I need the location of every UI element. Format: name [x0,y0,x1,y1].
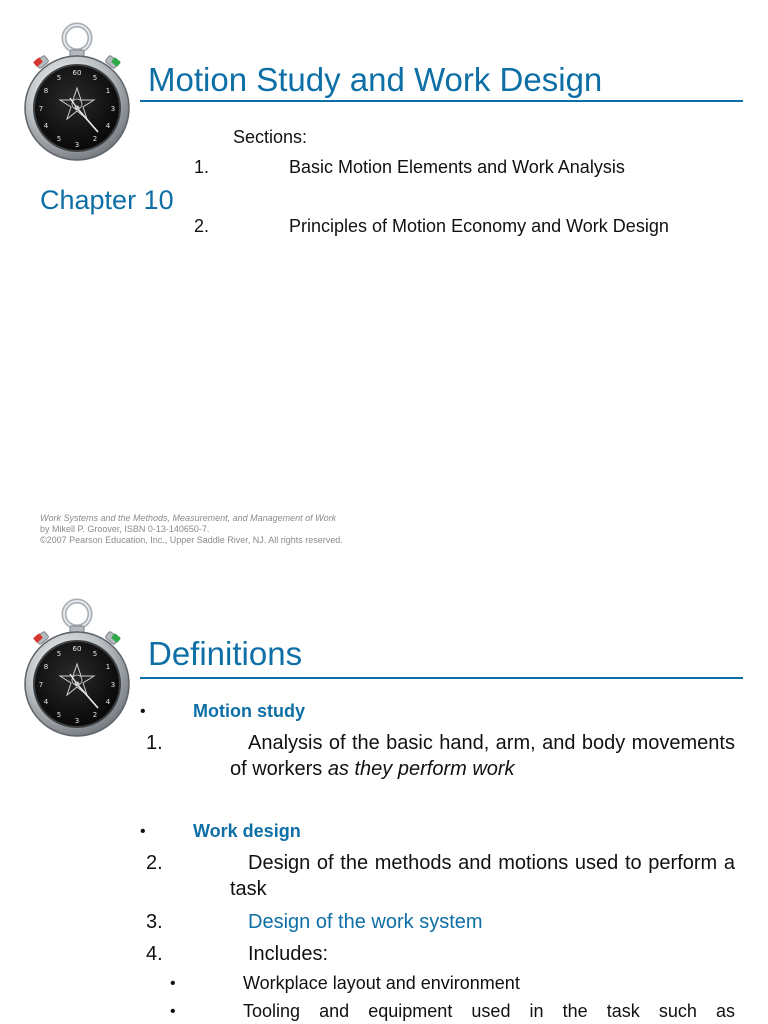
book-title: Work Systems and the Methods, Measurement, and Management of Work [40,513,337,523]
sections-heading: Sections: [233,127,308,147]
item-number: 3. [146,911,163,933]
svg-text:3: 3 [74,141,80,149]
svg-text:4: 4 [43,698,49,706]
svg-text:2: 2 [92,711,98,719]
chapter-label: Chapter 10 [40,185,174,215]
sub-item: Workplace layout and environment [243,973,520,993]
section-number: 1. [194,157,210,177]
book-author: by Mikell P. Groover, ISBN 0-13-140650-7. [40,524,210,534]
bullet-marker: • [140,703,146,720]
includes-label: Includes: [248,943,329,965]
bullet-marker: • [140,823,146,840]
section-item: Basic Motion Elements and Work Analysis [289,157,625,177]
stopwatch-icon [18,20,136,162]
definition-motion-study [230,730,735,782]
title-underline [140,100,743,102]
svg-text:7: 7 [38,105,44,113]
work-system-item: Design of the work system [248,911,483,933]
stopwatch-icon [18,596,136,738]
section-item: Principles of Motion Economy and Work Design [289,216,669,236]
svg-text:5: 5 [56,711,62,719]
svg-text:4: 4 [105,698,111,706]
svg-text:7: 7 [38,681,44,689]
svg-text:4: 4 [43,122,49,130]
svg-text:60: 60 [72,645,82,653]
definition-work-design: Design of the methods and motions used to perform a task [230,852,735,900]
svg-text:5: 5 [92,650,98,658]
svg-text:1: 1 [105,87,111,95]
svg-text:8: 8 [43,87,49,95]
book-credit [40,513,343,546]
term-motion-study: Motion study [193,701,305,721]
copyright-notice: ©2007 Pearson Education, Inc., Upper Saddle River, NJ. All rights reserved. [40,535,343,545]
title-underline [140,677,743,679]
svg-text:4: 4 [105,122,111,130]
svg-text:3: 3 [110,105,116,113]
slide-title-text: Definitions [148,635,303,672]
svg-text:8: 8 [43,663,49,671]
sub-bullet-marker: • [170,1003,176,1020]
section-number: 2. [194,216,210,236]
svg-text:5: 5 [56,135,62,143]
svg-text:1: 1 [105,663,111,671]
slide-title-text: Motion Study and Work Design [148,61,603,98]
definition-text: Analysis of the basic hand, arm, and body movements of workers [230,732,735,780]
svg-text:5: 5 [56,74,62,82]
svg-text:5: 5 [92,74,98,82]
definition-emphasis: as they perform work [327,758,515,780]
svg-text:5: 5 [56,650,62,658]
term-work-design: Work design [193,821,301,841]
sub-item: Tooling and equipment used in the task such as [243,1001,735,1021]
slide-definitions [0,576,768,1024]
svg-text:60: 60 [72,69,82,77]
svg-text:3: 3 [110,681,116,689]
item-number: 4. [146,943,163,965]
item-number: 2. [146,852,163,874]
item-number: 1. [146,732,163,754]
svg-text:3: 3 [74,717,80,725]
sub-bullet-marker: • [170,975,176,992]
svg-text:2: 2 [92,135,98,143]
